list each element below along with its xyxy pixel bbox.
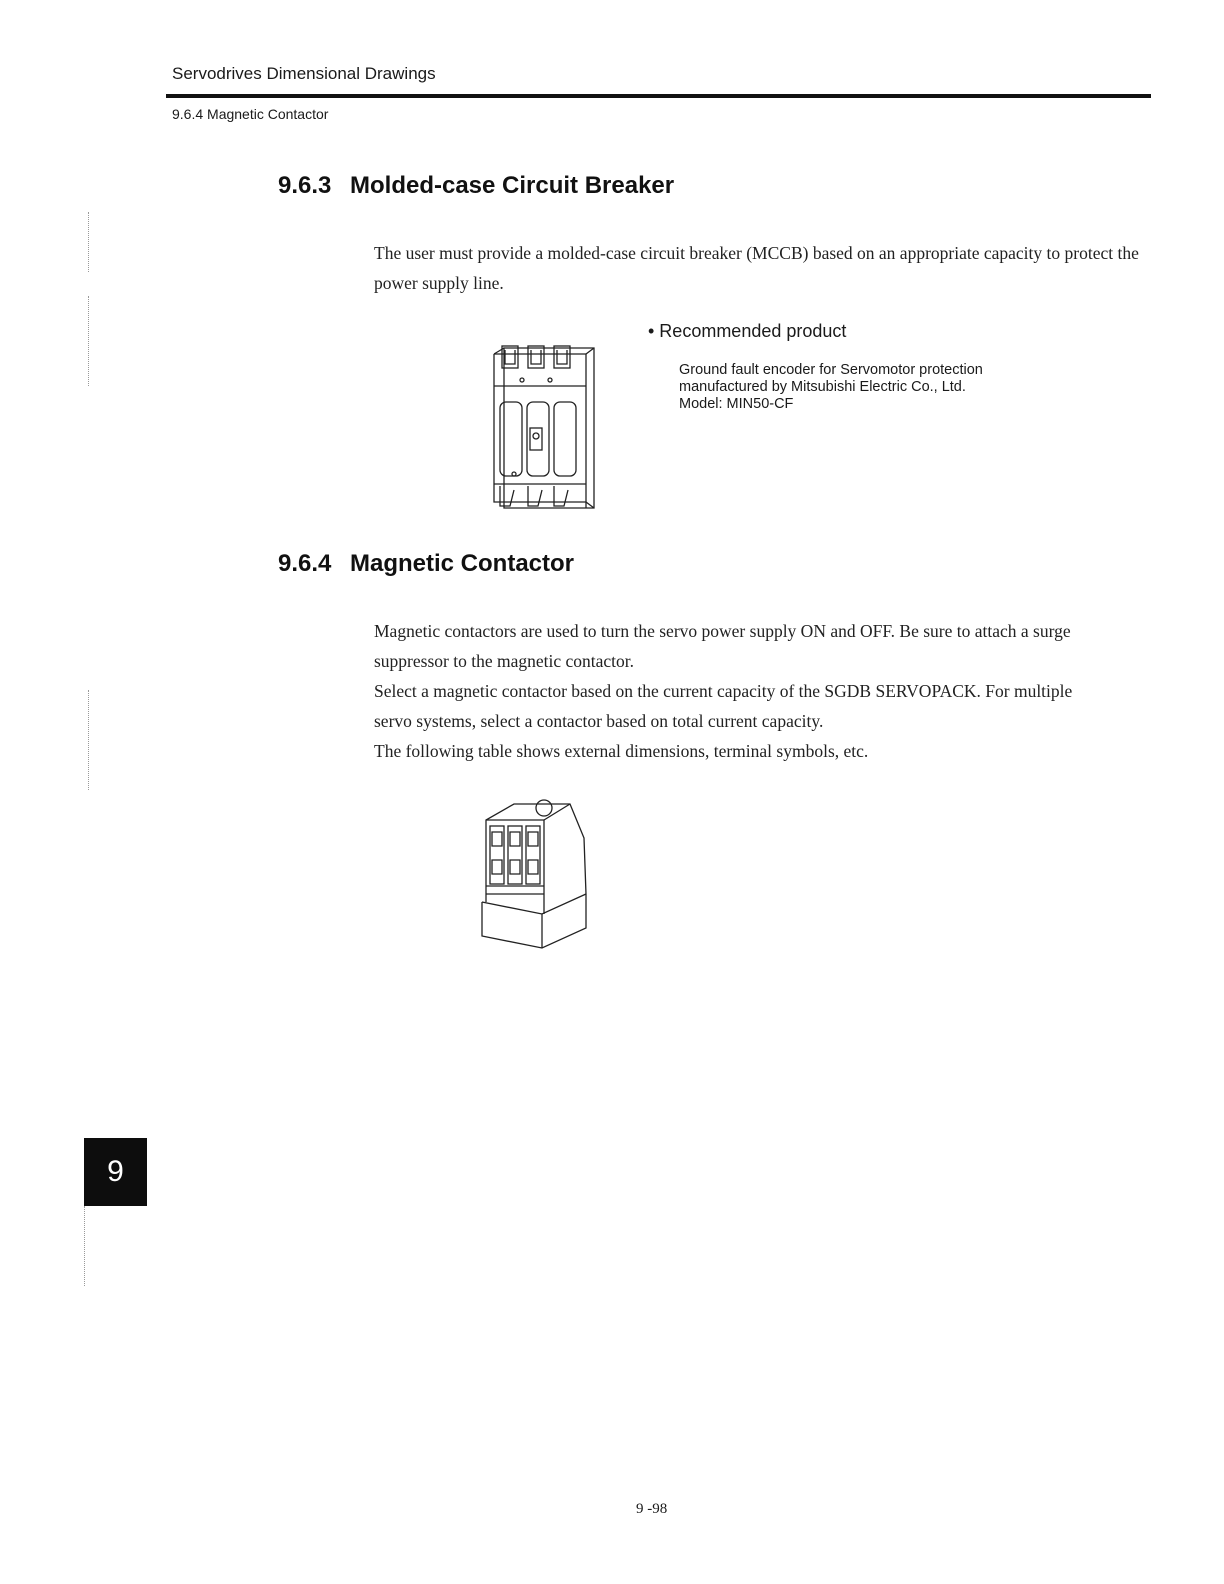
mccb-paragraph: The user must provide a molded-case circuit breaker (MCCB) based on an appropriate capacity to protect the power supply line.	[374, 243, 1139, 293]
chapter-tab: 9	[84, 1138, 147, 1206]
recommended-product-line: manufactured by Mitsubishi Electric Co., Ltd.	[679, 379, 966, 395]
page-number: 9 -98	[636, 1501, 668, 1517]
margin-mark	[88, 690, 89, 790]
recommended-product-line: Ground fault encoder for Servomotor protection	[679, 362, 983, 378]
magnetic-contactor-illustration	[474, 790, 594, 950]
section-heading-molded-case-breaker	[278, 172, 674, 200]
section-number: 9.6.3	[278, 172, 332, 199]
margin-mark	[84, 1206, 85, 1286]
section-title: Molded-case Circuit Breaker	[350, 172, 675, 199]
paragraph-line: Select a magnetic contactor based on the current capacity of the SGDB SERVOPACK. For multiple	[374, 681, 1073, 701]
recommended-product-label: • Recommended product	[648, 321, 847, 341]
circuit-breaker-illustration	[490, 340, 600, 510]
margin-mark	[88, 296, 89, 386]
section-number: 9.6.4	[278, 550, 332, 577]
paragraph-line: servo systems, select a contactor based on total current capacity.	[374, 711, 824, 731]
paragraph-line: suppressor to the magnetic contactor.	[374, 651, 634, 671]
section-title: Magnetic Contactor	[350, 550, 575, 577]
paragraph-line: The following table shows external dimensions, terminal symbols, etc.	[374, 741, 869, 761]
section-heading-magnetic-contactor	[278, 550, 574, 578]
running-header-title: Servodrives Dimensional Drawings	[172, 64, 436, 83]
recommended-product-model: Model: MIN50-CF	[679, 396, 794, 412]
margin-mark	[88, 212, 89, 272]
recommended-product-details	[679, 362, 983, 413]
paragraph-line: Magnetic contactors are used to turn the servo power supply ON and OFF. Be sure to attach a surge	[374, 621, 1071, 641]
contactor-paragraph	[374, 616, 1149, 766]
running-header-subsection: 9.6.4 Magnetic Contactor	[172, 106, 329, 122]
header-rule	[166, 94, 1151, 98]
